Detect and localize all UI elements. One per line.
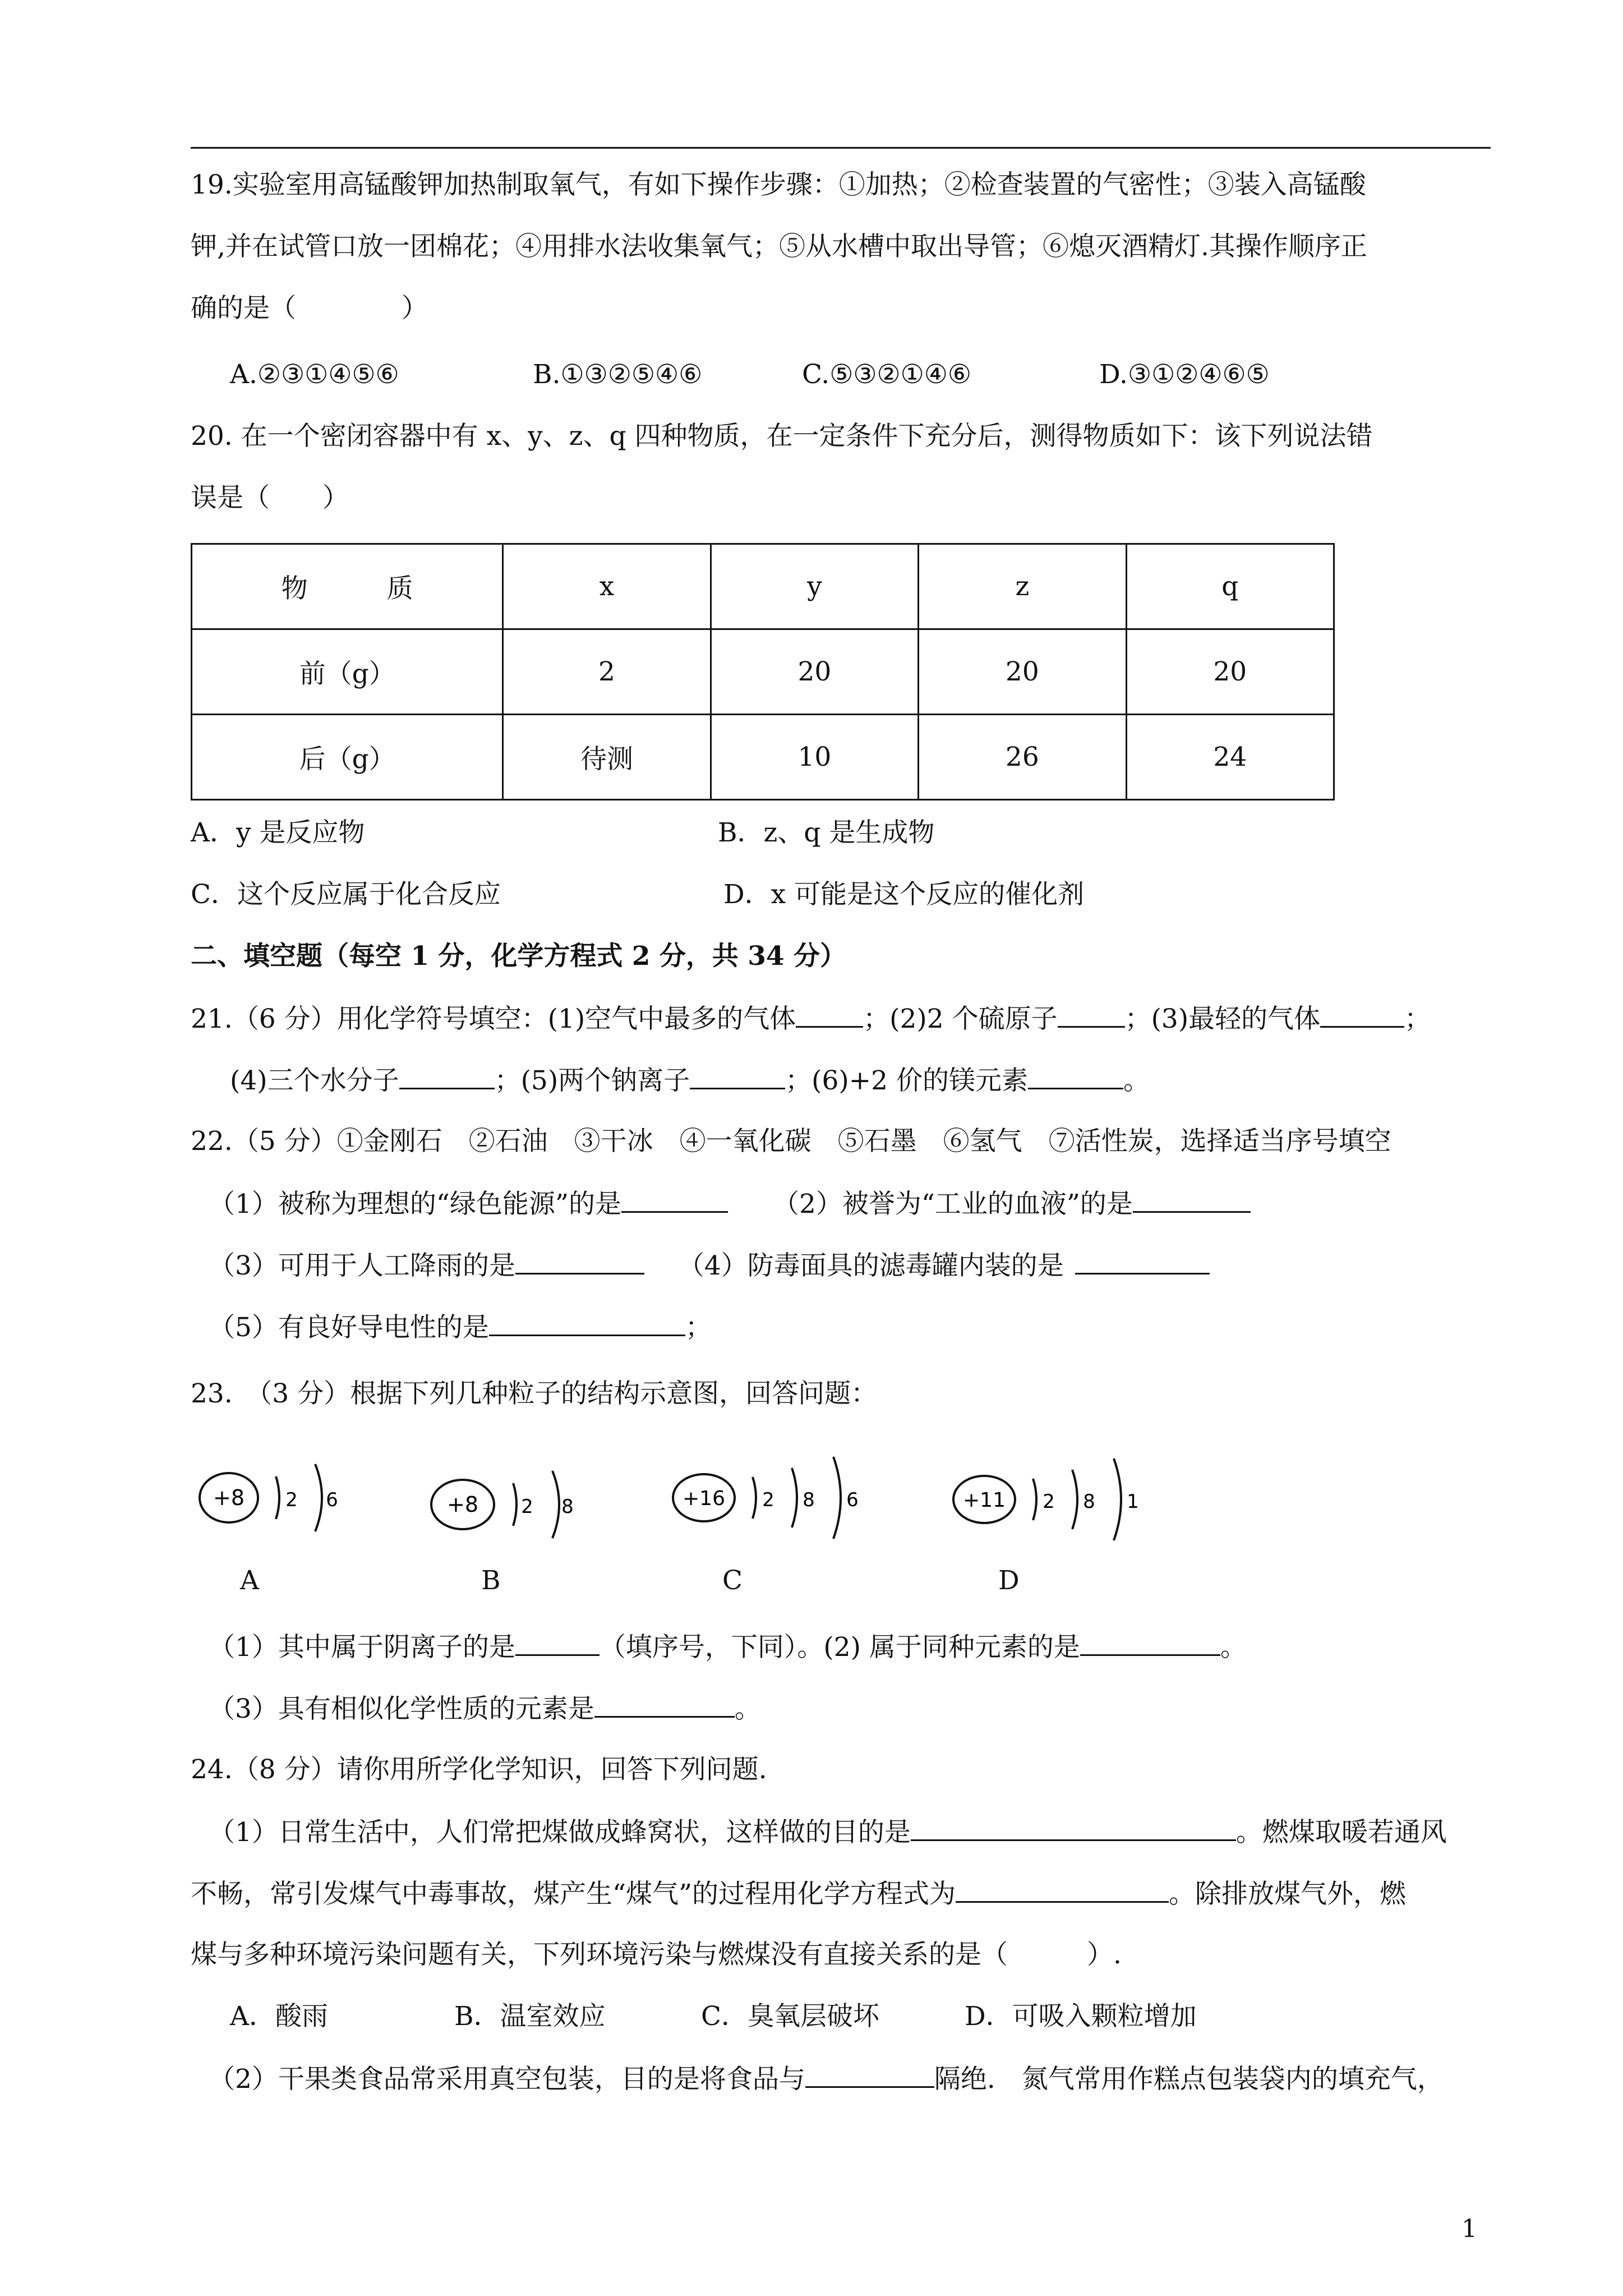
answer-blank[interactable] — [399, 1063, 495, 1089]
atom-label: D — [998, 1565, 1020, 1596]
q21-text: ；(2)2 个硫原子 — [863, 1004, 1058, 1034]
answer-blank[interactable] — [621, 1186, 728, 1213]
q22-text: （5）有良好导电性的是 — [209, 1312, 489, 1343]
q22-part-3-4 — [209, 1248, 1210, 1283]
q20-option-c: C．这个反应属于化合反应 — [191, 879, 501, 910]
q23-line-1: 23. （3 分）根据下列几种粒子的结构示意图，回答问题： — [191, 1378, 878, 1409]
table-cell: 20 — [919, 629, 1126, 715]
q20-line-1: 20. 在一个密闭容器中有 x、y、z、q 四种物质，在一定条件下充分后，测得物质如下：该下列说法错 — [191, 421, 1373, 452]
q24-text: （1）日常生活中，人们常把煤做成蜂窝状，这样做的目的是 — [209, 1817, 911, 1848]
q24-text: 。除排放煤气外，燃 — [1169, 1879, 1407, 1910]
q21-line-1 — [191, 1001, 1431, 1036]
q20-line-2: 误是（ ） — [191, 482, 349, 513]
svg-text:2: 2 — [762, 1489, 774, 1511]
atom-label: A — [240, 1565, 259, 1596]
answer-blank[interactable] — [911, 1815, 1236, 1841]
answer-blank[interactable] — [594, 1691, 735, 1718]
q20-option-a: A．y 是反应物 — [191, 817, 365, 848]
answer-blank[interactable] — [1080, 1630, 1220, 1656]
q22-text: （4）防毒面具的滤毒罐内装的是 — [677, 1250, 1064, 1281]
table-cell: 24 — [1126, 715, 1334, 800]
svg-text:+16: +16 — [683, 1487, 725, 1510]
q20-option-b: B．z、q 是生成物 — [718, 817, 935, 848]
table-header-cell: y — [711, 544, 918, 629]
q19-line-1: 19.实验室用高锰酸钾加热制取氧气，有如下操作步骤：①加热；②检查装置的气密性；③装入高锰酸 — [191, 169, 1366, 200]
q24-text: （2）干果类食品常采用真空包装，目的是将食品与 — [209, 2064, 805, 2095]
table-cell: 20 — [711, 629, 918, 715]
q23-part-1-2 — [209, 1630, 1247, 1664]
svg-text:8: 8 — [561, 1496, 574, 1518]
table-header-cell: x — [503, 544, 711, 629]
svg-text:2: 2 — [285, 1489, 298, 1511]
answer-blank[interactable] — [515, 1630, 600, 1656]
table-header-cell: 物 质 — [192, 544, 503, 629]
atom-label: C — [722, 1565, 743, 1596]
svg-text:6: 6 — [846, 1489, 859, 1511]
table-cell: 待测 — [503, 715, 711, 800]
q23-text: 。 — [1220, 1632, 1247, 1663]
q21-text: 。 — [1123, 1065, 1150, 1096]
table-cell: 20 — [1126, 629, 1334, 715]
svg-text:2: 2 — [521, 1496, 533, 1518]
q24-option-d: D．可吸入颗粒增加 — [965, 2001, 1197, 2032]
table-header-cell: q — [1126, 544, 1334, 629]
table-header-cell: z — [919, 544, 1126, 629]
atom-structure-icon — [667, 1444, 880, 1551]
q19-option-d: D.③①②④⑥⑤ — [1099, 359, 1270, 390]
answer-blank[interactable] — [796, 1001, 863, 1028]
q21-text: ；(5)两个钠离子 — [494, 1065, 690, 1096]
q21-text: ；(6)+2 价的镁元素 — [785, 1065, 1028, 1096]
q23-text: 。 — [734, 1694, 761, 1724]
svg-text:+11: +11 — [963, 1489, 1006, 1512]
q21-text: 21.（6 分）用化学符号填空：(1)空气中最多的气体 — [191, 1004, 796, 1034]
answer-blank[interactable] — [1075, 1248, 1210, 1274]
svg-text:6: 6 — [326, 1489, 338, 1511]
q23-text: （1）其中属于阴离子的是 — [209, 1632, 515, 1663]
q23-part-3 — [209, 1691, 761, 1726]
q24-text: 不畅，常引发煤气中毒事故，煤产生“煤气”的过程用化学方程式为 — [191, 1879, 956, 1910]
q21-text: ；(3)最轻的气体 — [1124, 1004, 1321, 1034]
q24-option-a: A．酸雨 — [230, 2001, 328, 2032]
q21-text: (4)三个水分子 — [230, 1065, 399, 1096]
answer-blank[interactable] — [515, 1248, 644, 1274]
q22-text: （1）被称为理想的“绿色能源”的是 — [209, 1189, 621, 1220]
answer-blank[interactable] — [1058, 1001, 1125, 1028]
q24-line-2 — [209, 1815, 1447, 1849]
q23-text: （3）具有相似化学性质的元素是 — [209, 1694, 594, 1724]
atom-label: B — [481, 1565, 501, 1596]
q22-part-5 — [209, 1310, 712, 1345]
answer-blank[interactable] — [1320, 1001, 1404, 1028]
header-rule — [191, 147, 1491, 149]
q23-text: （填序号，下同）。(2) 属于同种元素的是 — [599, 1632, 1080, 1663]
q22-text: （2）被誉为“工业的血液”的是 — [772, 1189, 1133, 1220]
table-row — [192, 544, 1334, 629]
atom-structure-icon — [421, 1454, 600, 1555]
q22-text: ； — [685, 1312, 712, 1343]
table-cell: 后（g） — [192, 715, 503, 800]
page-number: 1 — [1461, 2215, 1477, 2243]
svg-text:+8: +8 — [213, 1485, 245, 1510]
q19-line-3: 确的是（ ） — [191, 293, 428, 324]
atom-structure-icon — [191, 1447, 370, 1548]
q24-line-4: 煤与多种环境污染问题有关，下列环境污染与燃煤没有直接关系的是（ ）. — [191, 1939, 1122, 1970]
svg-text:8: 8 — [803, 1489, 815, 1511]
q22-text: （3）可用于人工降雨的是 — [209, 1250, 515, 1281]
q24-text: 隔绝. 氮气常用作糕点包装袋内的填充气， — [934, 2064, 1444, 2095]
table-cell: 10 — [711, 715, 918, 800]
atom-structure-icon — [948, 1446, 1161, 1553]
q19-option-b: B.①③②⑤④⑥ — [533, 359, 703, 390]
answer-blank[interactable] — [805, 2062, 934, 2088]
table-row — [192, 715, 1334, 800]
answer-blank[interactable] — [1133, 1186, 1251, 1213]
svg-text:+8: +8 — [446, 1492, 479, 1517]
q24-line-3 — [191, 1876, 1406, 1911]
q19-option-c: C.⑤③②①④⑥ — [802, 359, 972, 390]
svg-text:8: 8 — [1083, 1490, 1095, 1513]
q19-option-a: A.②③①④⑤⑥ — [230, 359, 399, 390]
q24-line-6 — [209, 2062, 1444, 2096]
q24-option-b: B．温室效应 — [454, 2001, 606, 2032]
answer-blank[interactable] — [489, 1310, 685, 1336]
q20-option-d: D．x 可能是这个反应的催化剂 — [723, 879, 1085, 910]
answer-blank[interactable] — [956, 1876, 1169, 1903]
q21-line-2 — [230, 1063, 1150, 1098]
q21-text: ； — [1404, 1004, 1431, 1034]
table-cell: 2 — [503, 629, 711, 715]
answer-blank[interactable] — [690, 1063, 785, 1089]
table-cell: 前（g） — [192, 629, 503, 715]
svg-text:2: 2 — [1043, 1490, 1055, 1513]
table-cell: 26 — [919, 715, 1126, 800]
q24-option-c: C．臭氧层破坏 — [701, 2001, 879, 2032]
q24-line-1: 24.（8 分）请你用所学化学知识，回答下列问题. — [191, 1754, 767, 1785]
q22-part-1-2 — [209, 1186, 1251, 1221]
q19-line-2: 钾,并在试管口放一团棉花；④用排水法收集氧气；⑤从水槽中取出导管；⑥熄灭酒精灯.其操作顺序正 — [191, 231, 1367, 262]
q20-data-table — [191, 543, 1335, 800]
answer-blank[interactable] — [1028, 1063, 1123, 1089]
section-heading: 二、填空题（每空 1 分，化学方程式 2 分，共 34 分） — [191, 941, 846, 972]
q22-line-1: 22.（5 分）①金刚石 ②石油 ③干冰 ④一氧化碳 ⑤石墨 ⑥氢气 ⑦活性炭，选择适当序号填空 — [191, 1126, 1391, 1157]
q24-text: 。燃煤取暖若通风 — [1235, 1817, 1447, 1848]
svg-text:1: 1 — [1127, 1490, 1139, 1513]
table-row — [192, 629, 1334, 715]
